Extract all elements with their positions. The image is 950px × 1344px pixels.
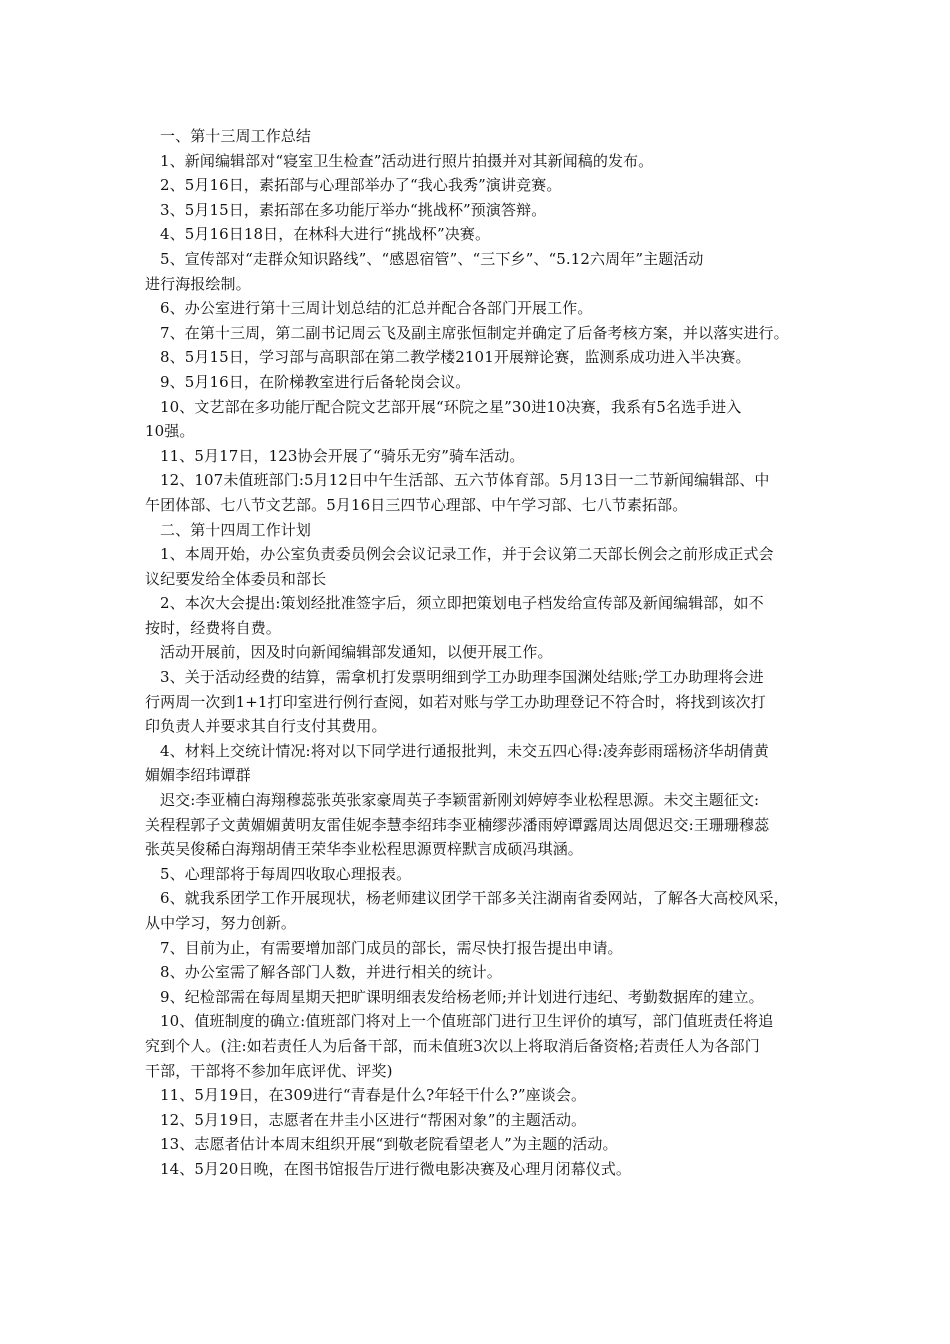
summary-item-2: 2、5月16日，素拓部与心理部举办了“我心我秀”演讲竞赛。 (160, 176, 562, 195)
plan-item-5: 5、心理部将于每周四收取心理报表。 (160, 864, 412, 883)
plan-item-6: 6、就我系团学工作开展现状，杨老师建议团学干部多关注湖南省委网站，了解各大高校风采， (160, 889, 789, 908)
document-body (145, 124, 835, 1182)
plan-item-4-late: 迟交:李亚楠白海翔穆蕊张英张家豪周英子李颖雷新刚刘婷婷李业松程思源。未交主题征文: (160, 791, 760, 810)
summary-item-9: 9、5月16日，在阶梯教室进行后备轮岗会议。 (160, 372, 471, 391)
plan-item-13: 13、志愿者估计本周末组织开展“到敬老院看望老人”为主题的活动。 (160, 1135, 618, 1154)
summary-item-12-cont: 午团体部、七八节文艺部。5月16日三四节心理部、中午学习部、七八节素拓部。 (145, 495, 688, 514)
summary-item-12: 12、107未值班部门:5月12日中午生活部、五六节体育部。5月13日一二节新闻编辑部、中 (160, 471, 770, 490)
plan-item-4: 4、材料上交统计情况:将对以下同学进行通报批判，未交五四心得:凌奔彭雨瑶杨济华胡倩黄 (160, 741, 769, 760)
plan-item-7: 7、目前为止，有需要增加部门成员的部长，需尽快打报告提出申请。 (160, 938, 623, 957)
plan-item-3-cont: 行两周一次到1+1打印室进行例行查阅，如若对账与学工办助理登记不符合时，将找到该次打 (145, 692, 766, 711)
plan-item-1-cont: 议纪要发给全体委员和部长 (145, 569, 327, 588)
summary-item-3: 3、5月15日，素拓部在多功能厅举办“挑战杯”预演答辩。 (160, 200, 547, 219)
summary-item-8: 8、5月15日，学习部与高职部在第二教学楼2101开展辩论赛，监测系成功进入半决赛。 (160, 348, 751, 367)
plan-item-2: 2、本次大会提出:策划经批准签字后，须立即把策划电子档发给宣传部及新闻编辑部，如不 (160, 594, 764, 613)
plan-item-10: 10、值班制度的确立:值班部门将对上一个值班部门进行卫生评价的填写，部门值班责任将追 (160, 1012, 774, 1031)
summary-item-6: 6、办公室进行第十三周计划总结的汇总并配合各部门开展工作。 (160, 299, 593, 318)
plan-item-2-cont: 按时，经费将自费。 (145, 618, 281, 637)
plan-item-8: 8、办公室需了解各部门人数，并进行相关的统计。 (160, 963, 502, 982)
plan-item-12: 12、5月19日，志愿者在井圭小区进行“帮困对象”的主题活动。 (160, 1110, 587, 1129)
plan-item-1: 1、本周开始，办公室负责委员例会会议记录工作，并于会议第二天部长例会之前形成正式会 (160, 545, 774, 564)
summary-item-10-cont: 10强。 (145, 422, 195, 441)
summary-item-10: 10、文艺部在多功能厅配合院文艺部开展“环院之星”30进10决赛，我系有5名选手进入 (160, 397, 742, 416)
plan-item-4-cont: 媚媚李绍玮谭群 (145, 766, 251, 785)
section-heading-week14: 二、第十四周工作计划 (160, 520, 312, 539)
plan-item-4-cont: 关程程郭子文黄媚媚黄明友雷佳妮李慧李绍玮李亚楠缪莎潘雨婷谭露周达周偲迟交:王珊珊穆蕊 (145, 815, 770, 834)
summary-item-5-cont: 进行海报绘制。 (145, 274, 251, 293)
plan-item-2-note: 活动开展前，因及时向新闻编辑部发通知，以便开展工作。 (160, 643, 553, 662)
plan-item-10-cont: 究到个人。(注:如若责任人为后备干部，而未值班3次以上将取消后备资格;若责任人为各部门 (145, 1036, 760, 1055)
summary-item-5: 5、宣传部对“走群众知识路线”、“感恩宿管”、“三下乡”、“5.12六周年”主题活动 (160, 249, 704, 268)
plan-item-3: 3、关于活动经费的结算，需拿机打发票明细到学工办助理李国渊处结账;学工办助理将会进 (160, 668, 764, 687)
summary-item-7: 7、在第十三周，第二副书记周云飞及副主席张恒制定并确定了后备考核方案，并以落实进行。 (160, 323, 789, 342)
summary-item-4: 4、5月16日18日，在林科大进行“挑战杯”决赛。 (160, 225, 491, 244)
plan-item-3-cont: 印负责人并要求其自行支付其费用。 (145, 717, 387, 736)
plan-item-4-cont: 张英吴俊稀白海翔胡倩王荣华李业松程思源贾梓默言成硕冯琪涵。 (145, 840, 583, 859)
plan-item-11: 11、5月19日，在309进行“青春是什么?年轻干什么?”座谈会。 (160, 1086, 587, 1105)
summary-item-11: 11、5月17日，123协会开展了“骑乐无穷”骑车活动。 (160, 446, 525, 465)
plan-item-14: 14、5月20日晚，在图书馆报告厅进行微电影决赛及心理月闭幕仪式。 (160, 1159, 632, 1178)
plan-item-6-cont: 从中学习，努力创新。 (145, 914, 297, 932)
plan-item-10-cont: 干部，干部将不参加年底评优、评奖) (145, 1061, 393, 1080)
plan-item-9: 9、纪检部需在每周星期天把旷课明细表发给杨老师;并计划进行违纪、考勤数据库的建立。 (160, 987, 764, 1006)
summary-item-1: 1、新闻编辑部对“寝室卫生检查”活动进行照片拍摄并对其新闻稿的发布。 (160, 151, 654, 170)
section-heading-week13: 一、第十三周工作总结 (160, 127, 312, 145)
